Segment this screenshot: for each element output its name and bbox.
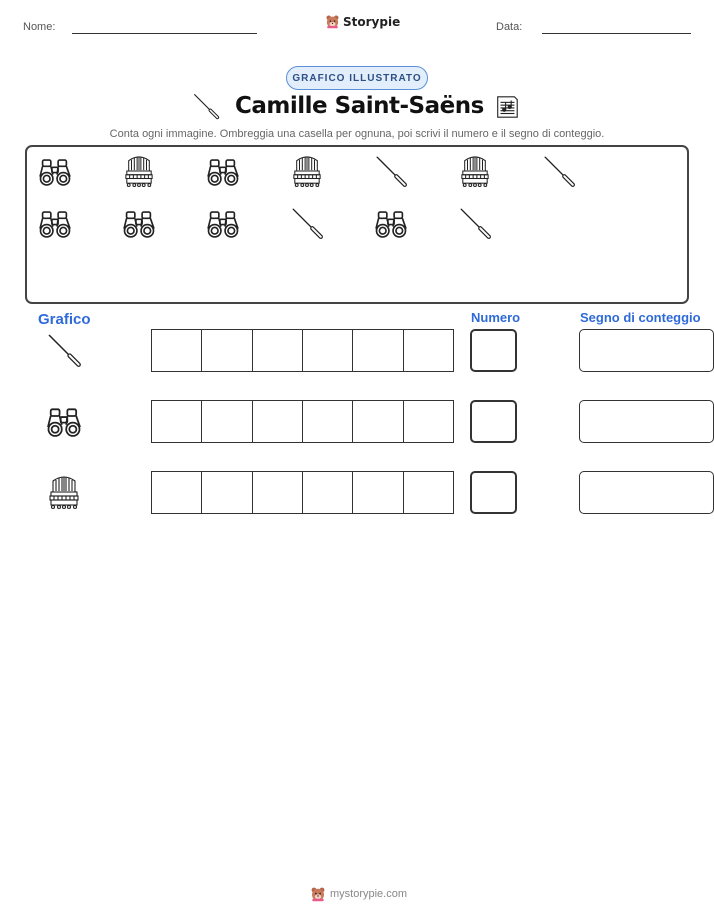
binoculars-icon <box>374 209 408 238</box>
picture-item <box>374 206 408 240</box>
footer <box>310 886 407 902</box>
worksheet-type-badge <box>286 66 428 90</box>
binoculars-icon <box>206 209 240 238</box>
date-label: Data: <box>496 21 523 33</box>
picture-item <box>458 206 492 240</box>
graph-cell[interactable] <box>252 400 304 443</box>
graph-cell[interactable] <box>151 400 203 443</box>
number-input-box[interactable] <box>470 471 517 514</box>
graph-cell[interactable] <box>151 329 203 372</box>
baton-icon <box>46 332 82 368</box>
page-title: Camille Saint-Saëns <box>235 93 484 119</box>
baton-icon <box>374 154 408 188</box>
graph-row-icon <box>46 474 82 510</box>
graph-cell[interactable] <box>151 471 203 514</box>
tally-input-box[interactable] <box>579 329 714 372</box>
graph-cell[interactable] <box>352 329 404 372</box>
brand-logo <box>325 14 400 29</box>
sheet-music-icon <box>494 94 520 120</box>
baton-icon <box>192 92 220 120</box>
graph-label: Grafico <box>38 311 91 328</box>
graph-cell[interactable] <box>302 400 354 443</box>
name-label: Nome: <box>23 21 56 33</box>
picture-item <box>290 206 324 240</box>
badge-label: GRAFICO ILLUSTRATO <box>292 72 422 84</box>
picture-item <box>206 154 240 188</box>
date-field[interactable] <box>542 33 691 34</box>
picture-item <box>374 154 408 188</box>
picture-item <box>206 206 240 240</box>
graph-cell[interactable] <box>252 329 304 372</box>
graph-cell[interactable] <box>352 471 404 514</box>
graph-cell[interactable] <box>302 471 354 514</box>
picture-box <box>25 145 689 304</box>
pipe-organ-icon <box>460 154 490 188</box>
baton-icon <box>290 206 324 240</box>
tally-input-box[interactable] <box>579 400 714 443</box>
number-label: Numero <box>471 310 521 325</box>
bear-logo-icon <box>325 14 340 29</box>
graph-row-icon <box>46 332 82 368</box>
binoculars-icon <box>122 209 156 238</box>
graph-cell[interactable] <box>302 329 354 372</box>
binoculars-icon <box>206 157 240 186</box>
picture-item <box>458 154 492 188</box>
footer-url[interactable]: mystorypie.com <box>330 888 408 900</box>
picture-item <box>38 154 72 188</box>
graph-cell[interactable] <box>201 400 253 443</box>
brand-name: Storypie <box>343 14 401 29</box>
baton-icon <box>542 154 576 188</box>
graph-cell[interactable] <box>403 329 455 372</box>
bear-logo-icon <box>310 886 326 902</box>
graph-cell[interactable] <box>201 471 253 514</box>
tally-label: Segno di conteggio <box>580 310 701 325</box>
graph-cell[interactable] <box>201 329 253 372</box>
pipe-organ-icon <box>124 154 154 188</box>
tally-input-box[interactable] <box>579 471 714 514</box>
pipe-organ-icon <box>48 474 80 510</box>
instructions: Conta ogni immagine. Ombreggia una casella per ognuna, poi scrivi il numero e il segno di conteggio. <box>109 128 605 140</box>
binoculars-icon <box>46 406 82 437</box>
number-input-box[interactable] <box>470 329 517 372</box>
picture-item <box>290 154 324 188</box>
picture-item <box>38 206 72 240</box>
picture-item <box>122 206 156 240</box>
picture-item <box>122 154 156 188</box>
binoculars-icon <box>38 209 72 238</box>
baton-icon <box>458 206 492 240</box>
graph-cell[interactable] <box>403 400 455 443</box>
graph-row-icon <box>46 403 82 439</box>
graph-cell[interactable] <box>352 400 404 443</box>
picture-item <box>542 154 576 188</box>
number-input-box[interactable] <box>470 400 517 443</box>
name-field[interactable] <box>72 33 257 34</box>
binoculars-icon <box>38 157 72 186</box>
pipe-organ-icon <box>292 154 322 188</box>
graph-cell[interactable] <box>252 471 304 514</box>
graph-cell[interactable] <box>403 471 455 514</box>
